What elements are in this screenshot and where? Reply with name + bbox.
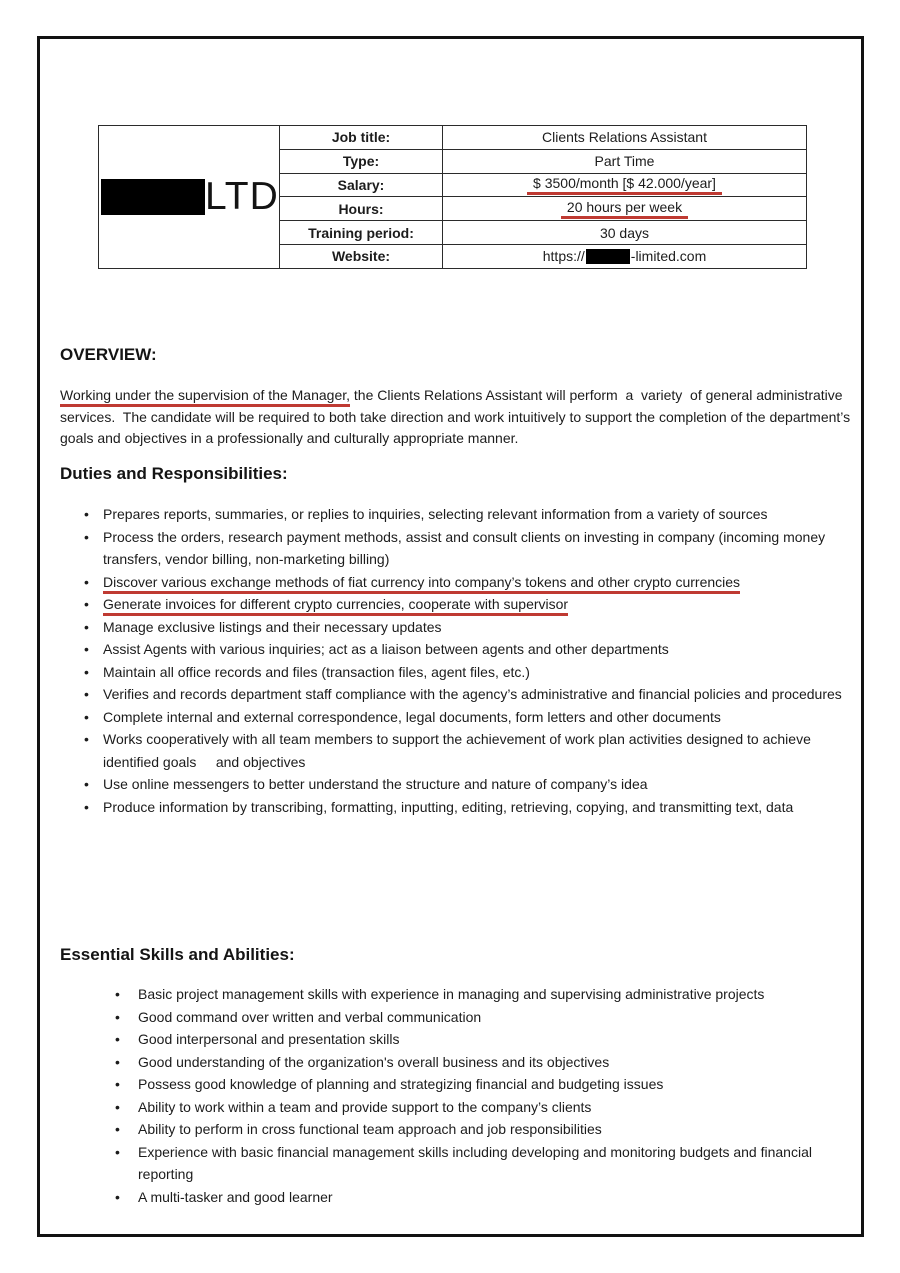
bullet-text: Possess good knowledge of planning and strategizing financial and budgeting issues bbox=[138, 1076, 664, 1092]
company-ltd-label: LTD bbox=[205, 174, 279, 218]
table-row bbox=[99, 126, 807, 150]
bullet-text: Complete internal and external correspondence, legal documents, form letters and other documents bbox=[103, 708, 721, 725]
bullet-text: Good command over written and verbal communication bbox=[138, 1008, 482, 1025]
list-item bbox=[60, 661, 850, 684]
list-item bbox=[60, 616, 850, 639]
list-item bbox=[60, 1028, 850, 1051]
salary-label: Salary: bbox=[280, 173, 443, 197]
bullet-text: A multi-tasker and good learner bbox=[138, 1188, 333, 1205]
hours-value bbox=[443, 197, 807, 221]
bullet-text: Experience with basic financial management skills including developing and monitoring budgets and financial reporting bbox=[138, 1143, 816, 1182]
bullet-text: Good interpersonal and presentation skills bbox=[138, 1031, 400, 1047]
bullet-text: Produce information by transcribing, formatting, inputting, editing, retrieving, copying, and transmitting text, data bbox=[103, 798, 794, 815]
type-label: Type: bbox=[280, 149, 443, 173]
list-item bbox=[60, 571, 850, 594]
list-item bbox=[60, 728, 850, 773]
hours-label: Hours: bbox=[280, 197, 443, 221]
list-item bbox=[60, 1006, 850, 1029]
salary-underlined-text: $ 3500/month [$ 42.000/year] bbox=[527, 175, 722, 195]
duties-heading: Duties and Responsibilities: bbox=[60, 464, 288, 483]
bullet-text: Good understanding of the organization's overall business and its objectives bbox=[138, 1053, 610, 1070]
list-item bbox=[60, 796, 850, 819]
bullet-text: Works cooperatively with all team members to support the achievement of work plan activities designed to achieve identified goals and objectives bbox=[103, 731, 815, 770]
bullet-text: Assist Agents with various inquiries; act as a liaison between agents and other departments bbox=[103, 641, 669, 657]
logo-redaction-box bbox=[101, 179, 205, 215]
list-item bbox=[60, 1186, 850, 1209]
bullet-text: Process the orders, research payment methods, assist and consult clients on investing in company (incoming money transfers, vendor billing, non-marketing billing) bbox=[103, 528, 830, 567]
list-item bbox=[60, 706, 850, 729]
job-title-label: Job title: bbox=[280, 126, 443, 150]
list-item bbox=[60, 503, 850, 526]
red-underlined-bullet-text: Discover various exchange methods of fiat currency into company’s tokens and other crypto currencies bbox=[103, 574, 740, 594]
bullet-text: Manage exclusive listings and their necessary updates bbox=[103, 618, 442, 635]
list-item bbox=[60, 1096, 850, 1119]
bullet-text: Maintain all office records and files (transaction files, agent files, etc.) bbox=[103, 663, 530, 680]
bullet-text: Ability to work within a team and provide support to the company’s clients bbox=[138, 1098, 592, 1115]
overview-paragraph bbox=[60, 385, 855, 450]
bullet-text: Basic project management skills with experience in managing and supervising administrative projects bbox=[138, 986, 765, 1002]
list-item bbox=[60, 1051, 850, 1074]
skills-heading: Essential Skills and Abilities: bbox=[60, 945, 295, 964]
training-period-value: 30 days bbox=[443, 221, 807, 245]
bullet-text: Use online messengers to better understand the structure and nature of company’s idea bbox=[103, 776, 648, 792]
list-item bbox=[60, 1118, 850, 1141]
bullet-text: Prepares reports, summaries, or replies to inquiries, selecting relevant information from a variety of sources bbox=[103, 506, 768, 522]
list-item bbox=[60, 773, 850, 796]
list-item bbox=[60, 593, 850, 616]
list-item bbox=[60, 1141, 850, 1186]
website-value bbox=[443, 244, 807, 268]
list-item bbox=[60, 683, 850, 706]
company-logo-cell bbox=[99, 126, 280, 269]
salary-value bbox=[443, 173, 807, 197]
list-item bbox=[60, 1073, 850, 1096]
overview-heading: OVERVIEW: bbox=[60, 345, 157, 364]
job-title-value: Clients Relations Assistant bbox=[443, 126, 807, 150]
overview-underlined-phrase: Working under the supervision of the Manager, bbox=[60, 387, 350, 407]
hours-underlined-text: 20 hours per week bbox=[561, 199, 688, 219]
website-redaction-box bbox=[586, 249, 630, 264]
list-item bbox=[60, 638, 850, 661]
bullet-text: Verifies and records department staff compliance with the agency’s administrative and financial policies and procedures bbox=[103, 686, 842, 702]
type-value: Part Time bbox=[443, 149, 807, 173]
training-period-label: Training period: bbox=[280, 221, 443, 245]
job-details-table bbox=[98, 125, 807, 269]
bullet-text: Ability to perform in cross functional team approach and job responsibilities bbox=[138, 1121, 602, 1137]
website-url-suffix: -limited.com bbox=[630, 248, 707, 265]
website-url-prefix: https:// bbox=[542, 248, 585, 265]
skills-list bbox=[60, 983, 850, 1208]
list-item bbox=[60, 526, 850, 571]
duties-list bbox=[60, 503, 850, 818]
website-label: Website: bbox=[280, 244, 443, 268]
red-underlined-bullet-text: Generate invoices for different crypto currencies, cooperate with supervisor bbox=[103, 596, 568, 616]
list-item bbox=[60, 983, 850, 1006]
overview-paragraph-rest: the Clients Relations Assistant will perform a variety of general administrative services. The candidate will be required to both take direction and work intuitively to support the completion of the department’s goals and objectives in a professionally and culturally appropriate manner. bbox=[60, 387, 855, 447]
document-page bbox=[37, 36, 864, 1237]
